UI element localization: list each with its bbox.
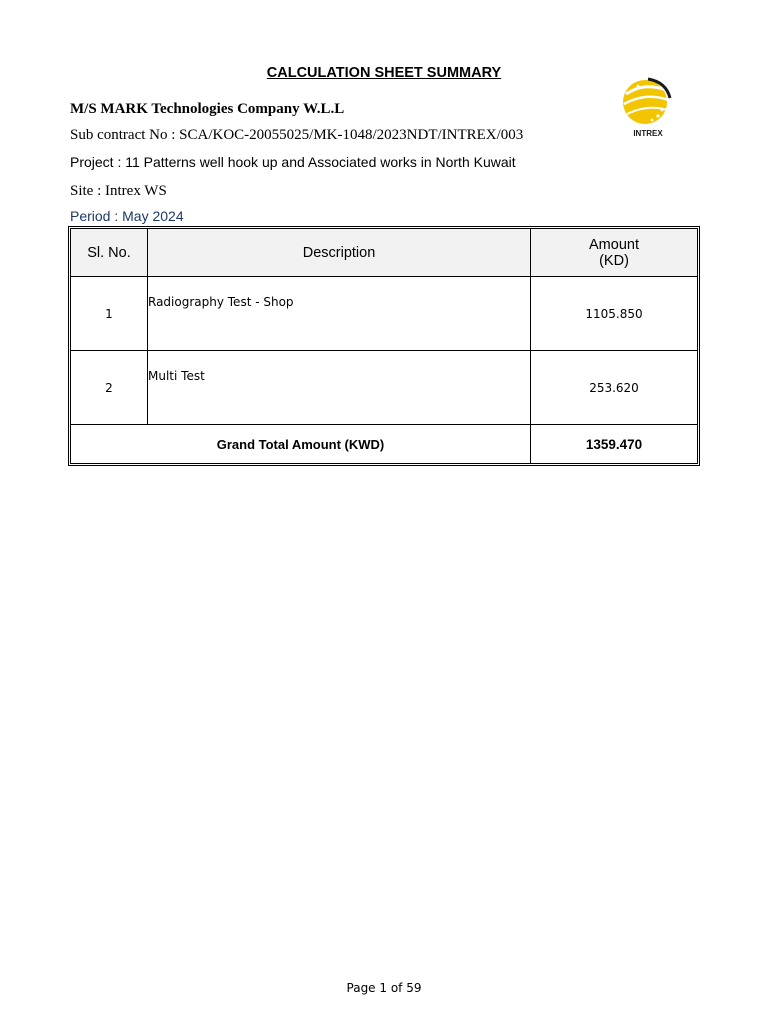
period-line: Period : May 2024: [70, 208, 184, 224]
table-row: [71, 277, 698, 351]
table-row: [71, 351, 698, 425]
subcontract-number: Sub contract No : SCA/KOC-20055025/MK-1048/2023NDT/INTREX/003: [70, 127, 524, 143]
page-number: Page 1 of 59: [346, 981, 422, 995]
project-line: Project : 11 Patterns well hook up and Associated works in North Kuwait: [70, 154, 516, 170]
company-name: M/S MARK Technologies Company W.L.L: [70, 101, 345, 117]
grand-total-value: 1359.470: [531, 425, 698, 464]
grand-total-label: Grand Total Amount (KWD): [71, 425, 531, 464]
header-amount-label: Amount: [589, 236, 639, 253]
header-description: Description: [148, 229, 531, 277]
row-sl-no: 1: [71, 277, 148, 351]
row-description: Multi Test: [148, 351, 531, 425]
header-amount: [531, 229, 698, 277]
site-line: Site : Intrex WS: [70, 183, 167, 199]
row-amount: 253.620: [531, 351, 698, 425]
header-amount-unit: (KD): [599, 252, 629, 269]
logo-text: INTREX: [633, 129, 663, 138]
intrex-globe-icon: [618, 74, 678, 140]
summary-table: [70, 228, 698, 464]
row-description: Radiography Test - Shop: [148, 277, 531, 351]
grand-total-row: [71, 425, 698, 464]
table-header-row: [71, 229, 698, 277]
row-sl-no: 2: [71, 351, 148, 425]
header-sl-no: Sl. No.: [71, 229, 148, 277]
document-title: CALCULATION SHEET SUMMARY: [266, 65, 502, 81]
row-amount: 1105.850: [531, 277, 698, 351]
intrex-logo: [618, 74, 678, 140]
summary-table-frame: [68, 226, 700, 466]
